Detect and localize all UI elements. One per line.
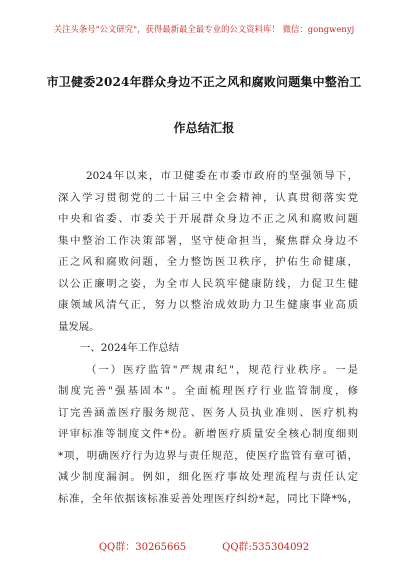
footer-contact bbox=[0, 538, 408, 553]
text-line: 订完善涵盖医疗服务规范、医务人员执业准则、医疗机构 bbox=[58, 406, 358, 419]
paragraph-2 bbox=[58, 360, 358, 511]
text-line: 以公正廉明之姿，为全市人民筑牢健康防线，力促卫生健 bbox=[58, 277, 358, 290]
text-line: *项，明确医疗行为边界与责任规范，使医疗监管有章可循， bbox=[58, 449, 358, 462]
header-banner: 关注头条号"公文研究"，获得最新最全最专业的公文资料库！ 微信：gongwenyj bbox=[53, 24, 355, 34]
text-line: 康领域风清气正，努力以整治成效助力卫生健康事业高质 bbox=[58, 299, 358, 311]
text-line: 减少制度漏洞。例如，细化医疗事故处理流程与责任认定 bbox=[58, 471, 358, 483]
text-line: 中央和省委、市委关于开展群众身边不正之风和腐败问题 bbox=[58, 213, 358, 225]
text-line: 评审标准等制度文件*份。新增医疗质量安全核心制度细则 bbox=[58, 428, 358, 440]
doc-title-line-1: 市卫健委2024年群众身边不正之风和腐败问题集中整治工 bbox=[46, 75, 362, 89]
text-line: 集中整治工作决策部署，坚守使命担当，聚焦群众身边不 bbox=[58, 234, 358, 247]
text-line: 正之风和腐败问题，全力整饬医卫秩序，护佑生命健康， bbox=[58, 256, 358, 268]
text-line: 标准，全年依据该标准妥善处理医疗纠纷*起，同比下降*%， bbox=[58, 492, 358, 505]
text-line: 2024年以来，市卫健委在市委市政府的坚强领导下， bbox=[86, 170, 358, 182]
text-line: 深入学习贯彻党的二十届三中全会精神，认真贯彻落实党 bbox=[58, 191, 358, 204]
footer-qq-group-1: QQ群：30265665 bbox=[98, 542, 187, 553]
text-line: （一）医疗监管"严规肃纪"，规范行业秩序。一是 bbox=[86, 363, 358, 376]
section-heading: 一、2024年工作总结 bbox=[80, 342, 180, 354]
text-line: 制度完善"强基固本"。全面梳理医疗行业监管制度，修 bbox=[58, 385, 358, 397]
footer-qq-group-2: QQ群:535304092 bbox=[222, 542, 310, 553]
text-line: 量发展。 bbox=[58, 320, 100, 333]
paragraph-1 bbox=[58, 166, 358, 338]
document-body bbox=[58, 166, 358, 510]
doc-title-line-2: 作总结汇报 bbox=[173, 121, 235, 135]
